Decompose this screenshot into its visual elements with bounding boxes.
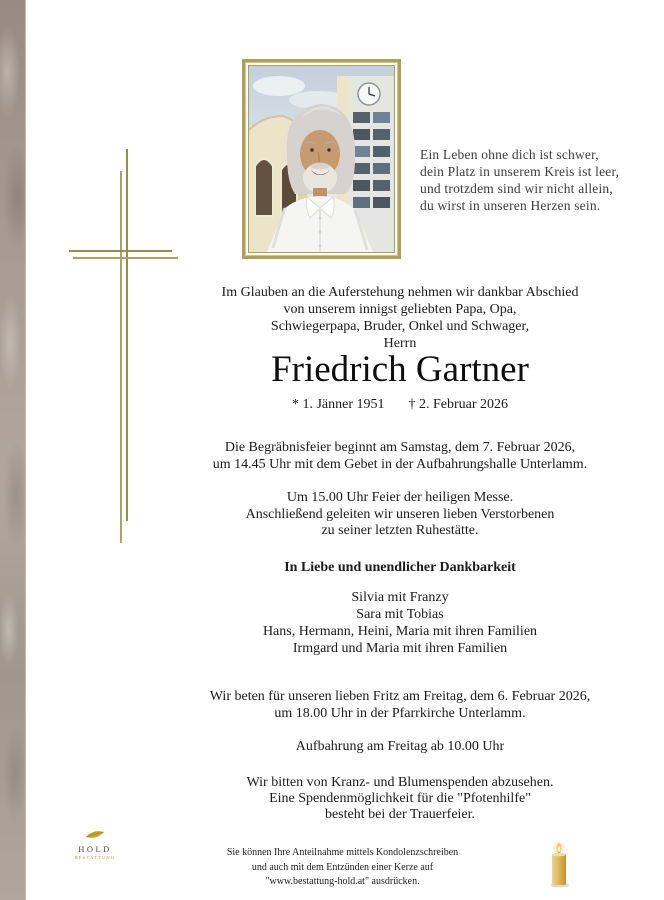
donations-line: Eine Spendenmöglichkeit für die "Pfotenhilfe": [269, 791, 531, 806]
intro-line: Im Glauben an die Auferstehung nehmen wir dankbar Abschied: [221, 285, 579, 300]
mourner-line: Irmgard und Maria mit ihren Familien: [292, 641, 508, 656]
deceased-name: Friedrich Gartner: [271, 349, 529, 390]
prayer-service-info: [140, 689, 660, 722]
donations-line: besteht bei der Trauerfeier.: [324, 807, 476, 822]
deceased-portrait-frame: [242, 59, 401, 259]
introduction-text: [140, 284, 660, 352]
mass-line: Anschließend geleiten wir unseren lieben Verstorbenen: [245, 506, 555, 522]
mourner-line: Sara mit Tobias: [356, 607, 444, 622]
portrait-illustration: [249, 66, 394, 252]
logo-name: HOLD: [78, 844, 112, 854]
death-date: † 2. Februar 2026: [408, 397, 509, 412]
mourner-line: Silvia mit Franzy: [351, 590, 449, 605]
cross-horizontal-line-1: [69, 250, 172, 252]
condolence-line: und auch mit dem Entzünden einer Kerze auf: [251, 861, 434, 873]
condolence-note: [160, 846, 525, 890]
marble-border-strip: [0, 0, 26, 900]
funeral-line: um 14.45 Uhr mit dem Gebet in der Aufbahrungshalle Unterlamm.: [212, 456, 588, 472]
funeral-service-info: [140, 440, 660, 473]
poem-line: du wirst in unseren Herzen sein.: [420, 198, 601, 213]
logo-subtitle: BESTATTUNG: [74, 855, 116, 860]
memorial-poem: [420, 146, 650, 214]
cross-horizontal-line-2: [73, 257, 178, 259]
mourners-list: [140, 589, 660, 657]
intro-line: von unserem innigst geliebten Papa, Opa,: [283, 302, 517, 317]
mass-line: Um 15.00 Uhr Feier der heiligen Messe.: [286, 490, 514, 505]
gratitude-heading: In Liebe und unendlicher Dankbarkeit: [284, 560, 516, 575]
poem-line: dein Platz in unserem Kreis ist leer,: [420, 164, 620, 179]
condolence-line: Sie können Ihre Anteilnahme mittels Kondolenzschreiben: [226, 847, 459, 858]
cross-vertical-line-1: [126, 149, 128, 521]
funeral-line: Die Begräbnisfeier beginnt am Samstag, dem 7. Februar 2026,: [224, 440, 576, 455]
funeral-home-logo: [72, 828, 118, 860]
intro-line: Herrn: [383, 336, 417, 351]
candle-icon: [545, 839, 573, 891]
donations-line: Wir bitten von Kranz- und Blumenspenden abzusehen.: [246, 775, 554, 790]
prayer-line: um 18.00 Uhr in der Pfarrkirche Unterlamm.: [274, 705, 526, 721]
poem-line: und trotzdem sind wir nicht allein,: [420, 181, 613, 196]
leaf-icon: [84, 828, 106, 842]
mass-line: zu seiner letzten Ruhestätte.: [321, 523, 479, 538]
condolence-line: "www.bestattung-hold.at" ausdrücken.: [265, 876, 420, 887]
mourner-line: Hans, Hermann, Heini, Maria mit ihren Familien: [262, 624, 538, 639]
deceased-portrait-photo: [248, 65, 395, 253]
prayer-line: Wir beten für unseren lieben Fritz am Freitag, dem 6. Februar 2026,: [209, 689, 591, 704]
donations-info: [140, 775, 660, 823]
poem-line: Ein Leben ohne dich ist schwer,: [420, 147, 599, 162]
life-dates: [140, 397, 660, 413]
intro-line: Schwiegerpapa, Bruder, Onkel und Schwager,: [270, 319, 530, 334]
cross-vertical-line-2: [120, 171, 122, 543]
laying-out-info: Aufbahrung am Freitag ab 10.00 Uhr: [295, 739, 505, 754]
birth-date: * 1. Jänner 1951: [291, 397, 385, 412]
mass-info: [140, 490, 660, 540]
